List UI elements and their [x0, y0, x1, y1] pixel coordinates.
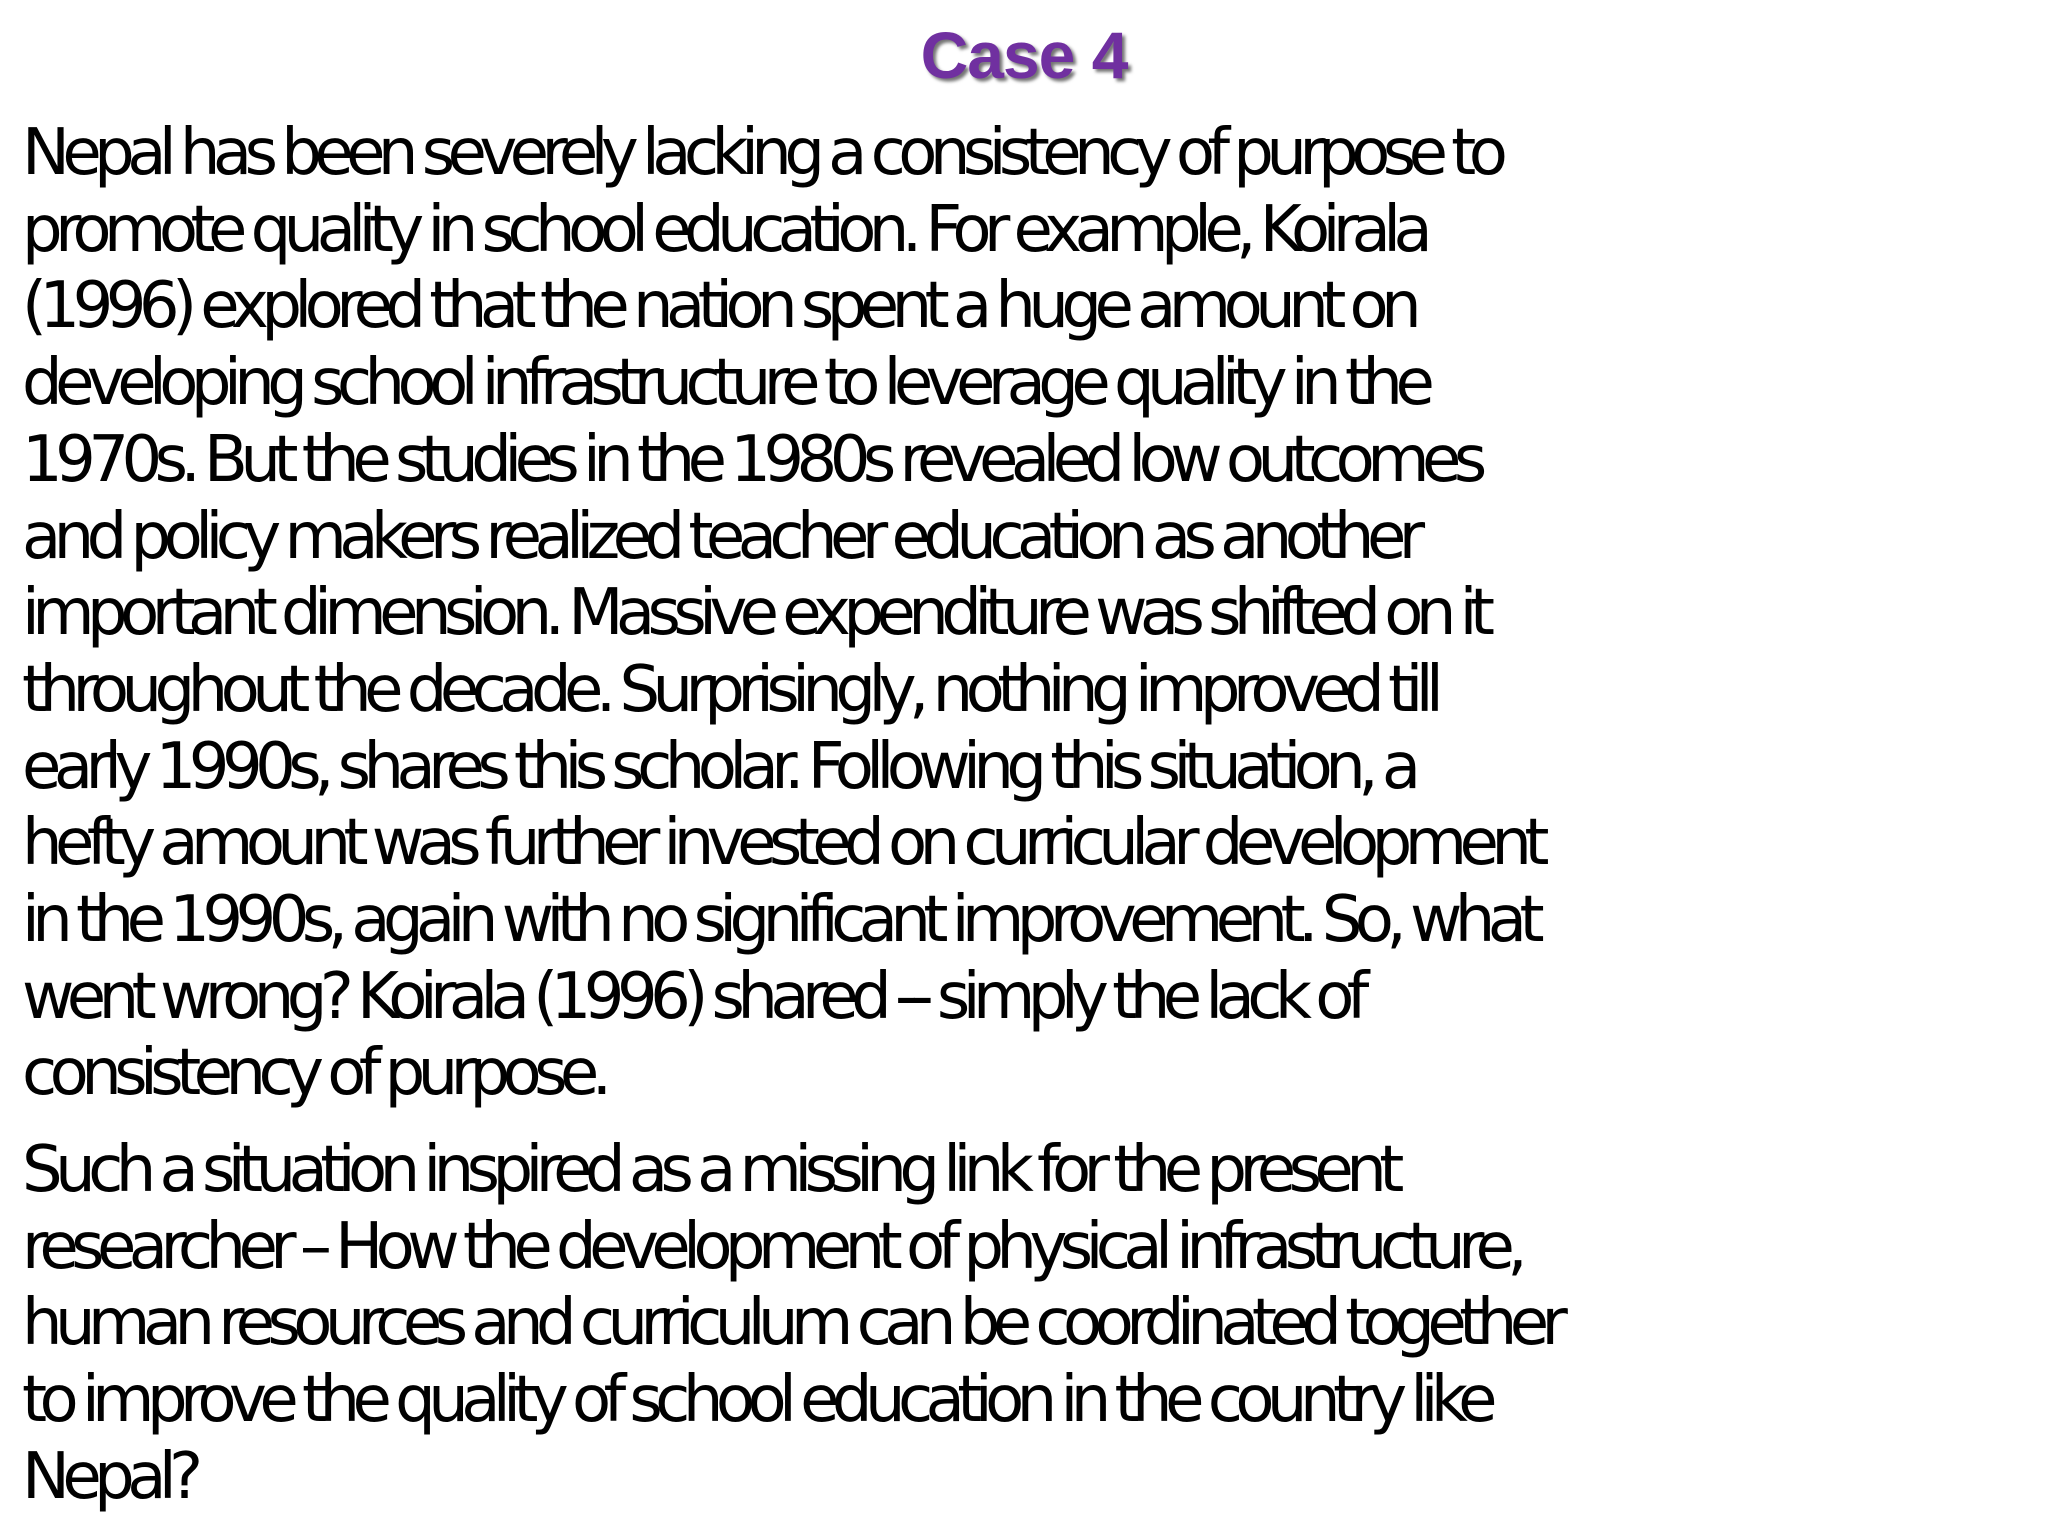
slide-title: Case 4 [920, 18, 1128, 92]
paragraph-2: Such a situation inspired as a missing link for the present researcher – How the development of physical infrastructure, human resources and curriculum can be coordinated together to improve the quality of school education in the country like Nepal? [22, 1133, 1561, 1514]
paragraph-1: Nepal has been severely lacking a consistency of purpose to promote quality in school education. For example, Koirala (1996) explored that the nation spent a huge amount on developing school infrastructure to leverage quality in the 1970s. But the studies in the 1980s revealed low outcomes and policy makers realized teacher education as another important dimension. Massive expenditure was shifted on it throughout the decade. Surprisingly, nothing improved till early 1990s, shares this scholar. Following this situation, a hefty amount was further invested on curricular development in the 1990s, again with no significant improvement. So, what went wrong? Koirala (1996) shared -- simply the lack of consistency of purpose. [22, 116, 1542, 1111]
